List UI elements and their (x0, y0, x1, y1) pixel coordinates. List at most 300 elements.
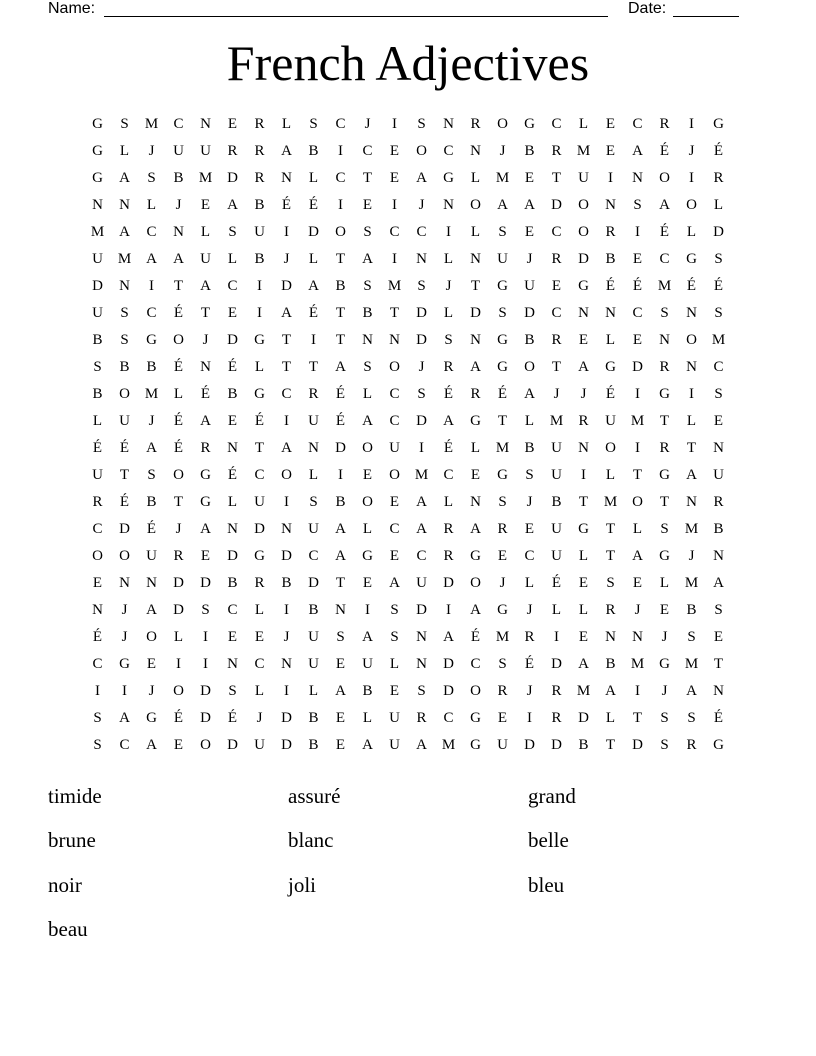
grid-letter: B (227, 386, 238, 402)
grid-letter: A (416, 170, 427, 186)
grid-letter: L (605, 467, 616, 483)
grid-letter: S (660, 737, 669, 753)
grid-letter: L (281, 116, 292, 132)
grid-letter: N (92, 197, 103, 213)
grid-letter: E (578, 629, 589, 645)
grid-letter: É (470, 629, 481, 645)
grid-letter: A (200, 521, 211, 537)
grid-letter: G (254, 548, 265, 564)
grid-letter: D (281, 710, 292, 726)
grid-letter: E (335, 710, 346, 726)
grid-letter: A (686, 467, 697, 483)
grid-letter: U (605, 413, 616, 429)
grid-letter: L (686, 413, 697, 429)
grid-letter: N (632, 629, 643, 645)
grid-letter: L (551, 602, 562, 618)
grid-letter: M (117, 251, 132, 267)
grid-letter: L (605, 332, 616, 348)
grid-letter: S (660, 305, 669, 321)
grid-letter: N (713, 683, 724, 699)
grid-letter: A (281, 305, 292, 321)
grid-letter: E (524, 224, 535, 240)
grid-letter: C (416, 548, 427, 564)
grid-letter: A (119, 170, 130, 186)
name-label: Name: (48, 0, 96, 17)
grid-letter: R (551, 683, 562, 699)
grid-letter: D (416, 602, 427, 618)
grid-row (84, 678, 732, 705)
grid-letter: T (605, 737, 616, 753)
grid-row (84, 192, 732, 219)
grid-letter: I (149, 278, 154, 294)
grid-letter: S (309, 116, 318, 132)
grid-letter: E (146, 656, 157, 672)
grid-letter: R (92, 494, 103, 510)
grid-letter: L (308, 467, 319, 483)
grid-letter: G (659, 656, 670, 672)
grid-letter: B (578, 737, 589, 753)
grid-letter: D (281, 278, 292, 294)
grid-letter: L (578, 602, 589, 618)
grid-letter: I (635, 386, 640, 402)
grid-letter: J (526, 683, 533, 699)
grid-letter: B (254, 251, 265, 267)
grid-letter: C (632, 305, 643, 321)
grid-letter: T (335, 332, 346, 348)
grid-letter: D (227, 737, 238, 753)
grid-letter: S (93, 359, 102, 375)
grid-letter: N (578, 305, 589, 321)
grid-letter: I (203, 656, 208, 672)
grid-letter: I (95, 683, 100, 699)
grid-letter: E (227, 116, 238, 132)
word-bank-item: joli (288, 872, 317, 897)
grid-letter: L (578, 548, 589, 564)
grid-letter: G (497, 467, 508, 483)
grid-letter: L (470, 170, 481, 186)
grid-letter: I (284, 602, 289, 618)
grid-letter: L (470, 440, 481, 456)
grid-letter: S (525, 467, 534, 483)
grid-letter: S (147, 467, 156, 483)
grid-letter: É (524, 656, 535, 672)
grid-letter: C (254, 656, 265, 672)
grid-letter: N (713, 440, 724, 456)
grid-letter: U (308, 629, 319, 645)
grid-letter: A (173, 251, 184, 267)
grid-letter: G (92, 116, 103, 132)
grid-letter: É (173, 413, 184, 429)
grid-letter: D (281, 737, 292, 753)
grid-letter: E (497, 548, 508, 564)
grid-letter: N (632, 170, 643, 186)
grid-row (84, 273, 732, 300)
grid-letter: I (608, 170, 613, 186)
grid-letter: T (335, 575, 346, 591)
grid-letter: E (200, 548, 211, 564)
grid-letter: D (416, 332, 427, 348)
grid-letter: É (497, 386, 508, 402)
grid-letter: R (416, 710, 427, 726)
grid-letter: L (389, 656, 400, 672)
word-bank-item: brune (48, 828, 96, 853)
grid-letter: É (443, 386, 454, 402)
grid-letter: S (417, 386, 426, 402)
grid-letter: R (659, 116, 670, 132)
grid-letter: E (713, 413, 724, 429)
grid-letter: N (659, 332, 670, 348)
grid-letter: R (227, 143, 238, 159)
grid-letter: D (227, 332, 238, 348)
grid-letter: J (121, 629, 128, 645)
word-bank (48, 780, 768, 957)
grid-letter: É (173, 440, 184, 456)
grid-letter: E (227, 629, 238, 645)
grid-letter: B (686, 602, 697, 618)
grid-letter: E (632, 332, 643, 348)
grid-letter: C (146, 305, 157, 321)
grid-letter: D (200, 683, 211, 699)
grid-letter: I (284, 494, 289, 510)
grid-row (84, 300, 732, 327)
grid-letter: É (119, 440, 130, 456)
grid-letter: E (578, 332, 589, 348)
grid-letter: O (686, 332, 697, 348)
grid-letter: L (524, 413, 535, 429)
grid-letter: I (527, 710, 532, 726)
grid-row (84, 570, 732, 597)
grid-letter: T (281, 332, 292, 348)
grid-letter: L (254, 683, 265, 699)
word-bank-item: bleu (528, 872, 565, 897)
grid-letter: R (713, 170, 724, 186)
grid-letter: M (630, 413, 645, 429)
grid-letter: N (335, 602, 346, 618)
grid-letter: R (686, 737, 697, 753)
grid-letter: I (257, 278, 262, 294)
grid-letter: E (551, 278, 562, 294)
grid-letter: C (335, 170, 346, 186)
grid-row (84, 489, 732, 516)
grid-letter: S (714, 386, 723, 402)
grid-letter: C (92, 656, 103, 672)
grid-letter: E (497, 710, 508, 726)
grid-letter: U (92, 467, 103, 483)
grid-letter: L (443, 305, 454, 321)
grid-letter: A (416, 737, 427, 753)
grid-letter: O (389, 467, 400, 483)
grid-letter: I (284, 224, 289, 240)
grid-letter: J (526, 494, 533, 510)
grid-letter: É (173, 710, 184, 726)
grid-letter: I (689, 170, 694, 186)
grid-letter: L (659, 575, 670, 591)
grid-letter: N (281, 521, 292, 537)
grid-letter: C (227, 278, 238, 294)
grid-letter: U (308, 413, 319, 429)
grid-letter: S (714, 602, 723, 618)
grid-letter: M (603, 494, 618, 510)
grid-letter: C (146, 224, 157, 240)
grid-letter: L (200, 224, 211, 240)
grid-letter: N (605, 305, 616, 321)
grid-letter: É (605, 386, 616, 402)
grid-letter: S (93, 737, 102, 753)
grid-letter: É (335, 386, 346, 402)
grid-letter: U (254, 224, 265, 240)
grid-letter: N (443, 116, 454, 132)
grid-letter: C (551, 116, 562, 132)
grid-letter: G (146, 332, 157, 348)
grid-letter: M (711, 332, 726, 348)
grid-letter: J (256, 710, 263, 726)
grid-letter: É (713, 143, 724, 159)
grid-letter: C (551, 305, 562, 321)
grid-row (84, 327, 732, 354)
grid-letter: É (227, 710, 238, 726)
grid-letter: E (362, 467, 373, 483)
grid-letter: G (362, 548, 373, 564)
grid-letter: N (227, 521, 238, 537)
grid-letter: U (551, 467, 562, 483)
grid-letter: B (551, 494, 562, 510)
grid-letter: É (335, 413, 346, 429)
grid-letter: L (578, 116, 589, 132)
grid-letter: L (443, 251, 454, 267)
grid-letter: E (227, 413, 238, 429)
grid-letter: É (281, 197, 292, 213)
grid-letter: U (119, 413, 130, 429)
grid-letter: G (497, 278, 508, 294)
grid-letter: E (173, 737, 184, 753)
grid-letter: E (389, 143, 400, 159)
grid-letter: R (200, 440, 211, 456)
grid-letter: G (497, 359, 508, 375)
grid-letter: G (92, 143, 103, 159)
grid-letter: É (659, 143, 670, 159)
grid-letter: R (551, 143, 562, 159)
grid-letter: C (713, 359, 724, 375)
word-bank-item: beau (48, 916, 88, 941)
grid-letter: T (362, 170, 373, 186)
grid-letter: I (554, 629, 559, 645)
grid-letter: E (470, 467, 481, 483)
grid-letter: O (200, 737, 211, 753)
grid-letter: S (336, 629, 345, 645)
grid-letter: L (470, 224, 481, 240)
grid-letter: E (92, 575, 103, 591)
grid-letter: G (686, 251, 697, 267)
grid-letter: R (578, 413, 589, 429)
grid-letter: E (335, 656, 346, 672)
grid-letter: M (684, 521, 699, 537)
grid-letter: G (578, 278, 589, 294)
grid-letter: C (443, 467, 454, 483)
grid-letter: J (175, 197, 182, 213)
grid-letter: É (200, 386, 211, 402)
grid-letter: T (632, 710, 643, 726)
grid-letter: B (524, 143, 535, 159)
grid-letter: U (389, 737, 400, 753)
grid-letter: L (308, 251, 319, 267)
grid-letter: L (524, 575, 535, 591)
grid-letter: M (441, 737, 456, 753)
grid-letter: A (389, 575, 400, 591)
word-bank-item: grand (528, 784, 576, 808)
grid-letter: S (417, 116, 426, 132)
grid-letter: I (176, 656, 181, 672)
grid-letter: G (470, 710, 481, 726)
grid-letter: C (335, 116, 346, 132)
grid-letter: D (524, 305, 535, 321)
grid-letter: É (308, 305, 319, 321)
grid-letter: O (578, 224, 589, 240)
grid-letter: M (495, 440, 510, 456)
grid-letter: B (146, 359, 157, 375)
grid-letter: N (443, 197, 454, 213)
grid-letter: B (92, 332, 103, 348)
grid-letter: C (389, 386, 400, 402)
grid-letter: A (470, 521, 481, 537)
grid-letter: G (713, 737, 724, 753)
grid-letter: D (632, 359, 643, 375)
grid-letter: E (524, 170, 535, 186)
grid-row (84, 543, 732, 570)
grid-letter: S (660, 710, 669, 726)
grid-letter: R (605, 224, 616, 240)
grid-letter: N (92, 602, 103, 618)
grid-letter: G (470, 413, 481, 429)
grid-letter: N (605, 629, 616, 645)
grid-letter: O (524, 359, 535, 375)
grid-letter: I (419, 440, 424, 456)
grid-letter: É (173, 359, 184, 375)
grid-letter: A (632, 548, 643, 564)
grid-letter: A (335, 548, 346, 564)
grid-letter: M (576, 683, 591, 699)
grid-letter: E (389, 548, 400, 564)
grid-letter: L (92, 413, 103, 429)
grid-letter: I (392, 197, 397, 213)
grid-letter: U (200, 251, 211, 267)
grid-letter: L (308, 683, 319, 699)
grid-letter: C (524, 548, 535, 564)
grid-letter: B (227, 575, 238, 591)
grid-letter: T (335, 251, 346, 267)
grid-letter: T (632, 467, 643, 483)
grid-letter: J (175, 521, 182, 537)
grid-letter: É (227, 467, 238, 483)
grid-letter: D (254, 521, 265, 537)
grid-letter: É (173, 305, 184, 321)
grid-letter: S (687, 710, 696, 726)
grid-letter: B (335, 278, 346, 294)
grid-letter: U (92, 305, 103, 321)
worksheet-header (48, 0, 748, 21)
grid-letter: T (200, 305, 211, 321)
grid-letter: L (173, 629, 184, 645)
grid-letter: A (524, 386, 535, 402)
grid-letter: O (632, 494, 643, 510)
grid-letter: O (173, 332, 184, 348)
grid-letter: É (254, 413, 265, 429)
grid-letter: L (173, 386, 184, 402)
grid-letter: S (120, 332, 129, 348)
grid-letter: C (389, 413, 400, 429)
grid-letter: N (686, 305, 697, 321)
grid-row (84, 165, 732, 192)
grid-letter: T (470, 278, 481, 294)
grid-letter: C (416, 224, 427, 240)
grid-letter: D (551, 197, 562, 213)
grid-letter: N (119, 197, 130, 213)
grid-letter: J (148, 683, 155, 699)
grid-letter: G (146, 710, 157, 726)
grid-letter: D (227, 170, 238, 186)
grid-letter: A (281, 143, 292, 159)
grid-letter: D (119, 521, 130, 537)
grid-letter: S (498, 494, 507, 510)
grid-letter: T (659, 494, 670, 510)
grid-letter: O (362, 440, 373, 456)
grid-letter: N (686, 359, 697, 375)
grid-letter: G (200, 467, 211, 483)
grid-letter: L (254, 359, 265, 375)
grid-row (84, 354, 732, 381)
grid-row (84, 246, 732, 273)
grid-letter: J (499, 143, 506, 159)
grid-letter: N (389, 332, 400, 348)
grid-letter: A (443, 413, 454, 429)
grid-letter: N (686, 494, 697, 510)
grid-letter: A (227, 197, 238, 213)
grid-letter: D (551, 656, 562, 672)
grid-letter: S (228, 224, 237, 240)
grid-letter: U (551, 440, 562, 456)
date-label: Date: (628, 0, 667, 17)
grid-letter: C (362, 143, 373, 159)
grid-letter: I (689, 116, 694, 132)
grid-letter: O (389, 359, 400, 375)
grid-letter: B (308, 143, 319, 159)
grid-letter: A (362, 251, 373, 267)
grid-letter: D (632, 737, 643, 753)
grid-letter: M (549, 413, 564, 429)
grid-letter: D (416, 305, 427, 321)
grid-letter: R (713, 494, 724, 510)
grid-letter: T (308, 359, 319, 375)
grid-letter: M (198, 170, 213, 186)
grid-letter: B (605, 656, 616, 672)
grid-letter: N (119, 575, 130, 591)
grid-letter: M (495, 629, 510, 645)
grid-letter: C (659, 251, 670, 267)
grid-letter: A (470, 359, 481, 375)
grid-letter: S (633, 197, 642, 213)
grid-letter: T (713, 656, 724, 672)
grid-letter: G (200, 494, 211, 510)
grid-letter: C (443, 710, 454, 726)
grid-letter: L (713, 197, 724, 213)
grid-letter: T (497, 413, 508, 429)
grid-letter: A (146, 251, 157, 267)
grid-letter: D (470, 305, 481, 321)
grid-letter: E (524, 521, 535, 537)
grid-letter: B (254, 197, 265, 213)
grid-letter: J (418, 359, 425, 375)
grid-letter: I (365, 602, 370, 618)
grid-letter: C (281, 386, 292, 402)
